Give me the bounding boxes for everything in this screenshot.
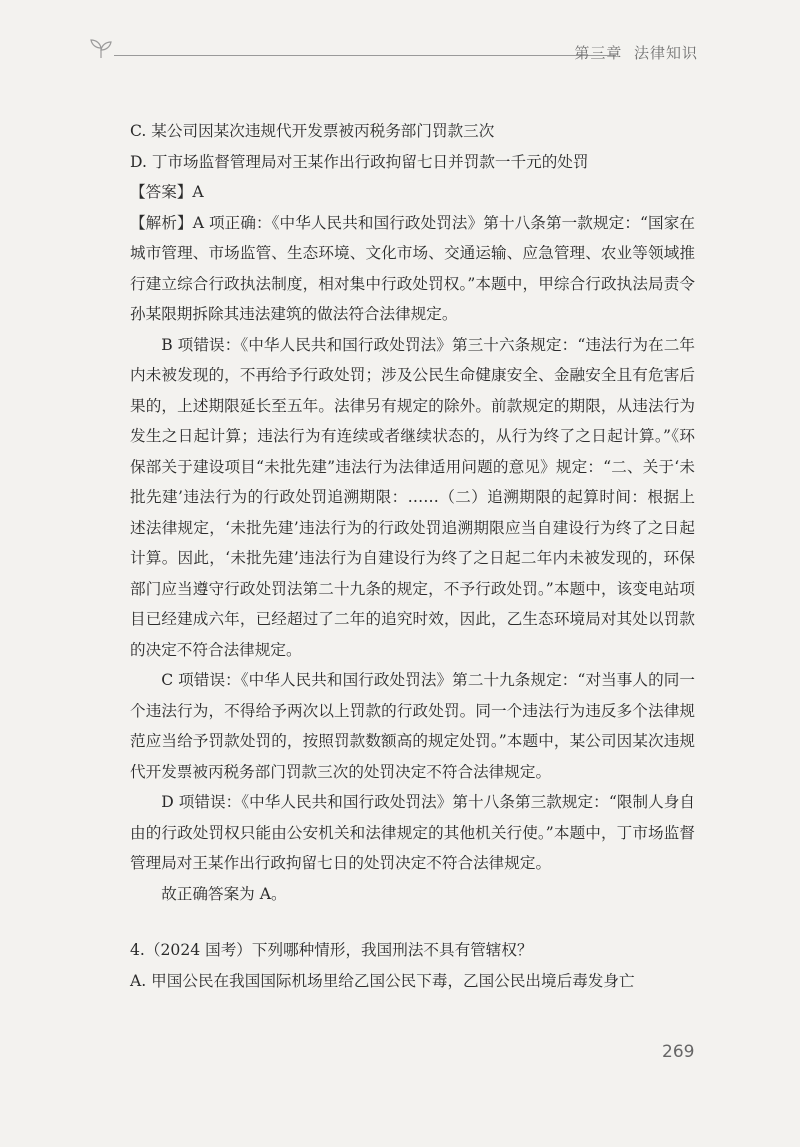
chapter-section: 法律知识 bbox=[633, 44, 698, 62]
section-gap bbox=[130, 909, 695, 935]
question-option-a: A. 甲国公民在我国国际机场里给乙国公民下毒，乙国公民出境后毒发身亡 bbox=[130, 971, 635, 990]
running-header bbox=[88, 38, 698, 68]
chapter-number: 第三章 bbox=[574, 44, 623, 62]
option-c: C. 某公司因某次违规代开发票被丙税务部门罚款三次 bbox=[130, 122, 495, 140]
chapter-title bbox=[574, 42, 698, 63]
page-body bbox=[130, 116, 695, 996]
sprout-leaf-icon bbox=[88, 38, 114, 60]
header-rule bbox=[114, 55, 616, 56]
analysis-d: D 项错误：《中华人民共和国行政处罚法》第十八条第三款规定：“限制人身自由的行政处罚权只能由公安机关和法律规定的其他机关行使。”本题中，丁市场监督管理局对王某作出行政拘留七日的处罚决定不符合法律规定。 bbox=[130, 793, 695, 872]
analysis-a: 【解析】A 项正确：《中华人民共和国行政处罚法》第十八条第一款规定：“国家在城市管理、市场监管、生态环境、文化市场、交通运输、应急管理、农业等领域推行建立综合行政执法制度，相对集中行政处罚权。”本题中，甲综合行政执法局责令孙某限期拆除其违法建筑的做法符合法律规定。 bbox=[130, 213, 695, 323]
analysis-c: C 项错误：《中华人民共和国行政处罚法》第二十九条规定：“对当事人的同一个违法行为，不得给予两次以上罚款的行政处罚。同一个违法行为违反多个法律规范应当给予罚款处罚的，按照罚款数额高的规定处罚。”本题中，某公司因某次违规代开发票被丙税务部门罚款三次的处罚决定不符合法律规定。 bbox=[130, 671, 695, 781]
question-stem: 4.（2024 国考）下列哪种情形，我国刑法不具有管辖权？ bbox=[130, 941, 533, 959]
answer-line: 【答案】A bbox=[130, 183, 204, 201]
conclusion: 故正确答案为 A。 bbox=[161, 884, 287, 903]
page-number: 269 bbox=[662, 1042, 695, 1062]
analysis-b: B 项错误：《中华人民共和国行政处罚法》第三十六条规定：“违法行为在二年内未被发现的，不再给予行政处罚；涉及公民生命健康安全、金融安全且有危害后果的，上述期限延长至五年。法律另有规定的除外。前款规定的期限，从违法行为发生之日起计算；违法行为有连续或者继续状态的，从行为终了之日起计算。”《环保部关于建设项目“未批先建”违法行为法律适用问题的意见》规定：“二、关于‘未批先建’违法行为的行政处罚追溯期限：……（二）追溯期限的起算时间：根据上述法律规定，‘未批先建’违法行为的行政处罚追溯期限应当自建设行为终了之日起计算。因此，‘未批先建’违法行为自建设行为终了之日起二年内未被发现的，环保部门应当遵守行政处罚法第二十九条的规定，不予行政处罚。”本题中，该变电站项目已经建成六年，已经超过了二年的追究时效，因此，乙生态环境局对其处以罚款的决定不符合法律规定。 bbox=[130, 335, 695, 659]
option-d: D. 丁市场监督管理局对王某作出行政拘留七日并罚款一千元的处罚 bbox=[130, 152, 589, 171]
